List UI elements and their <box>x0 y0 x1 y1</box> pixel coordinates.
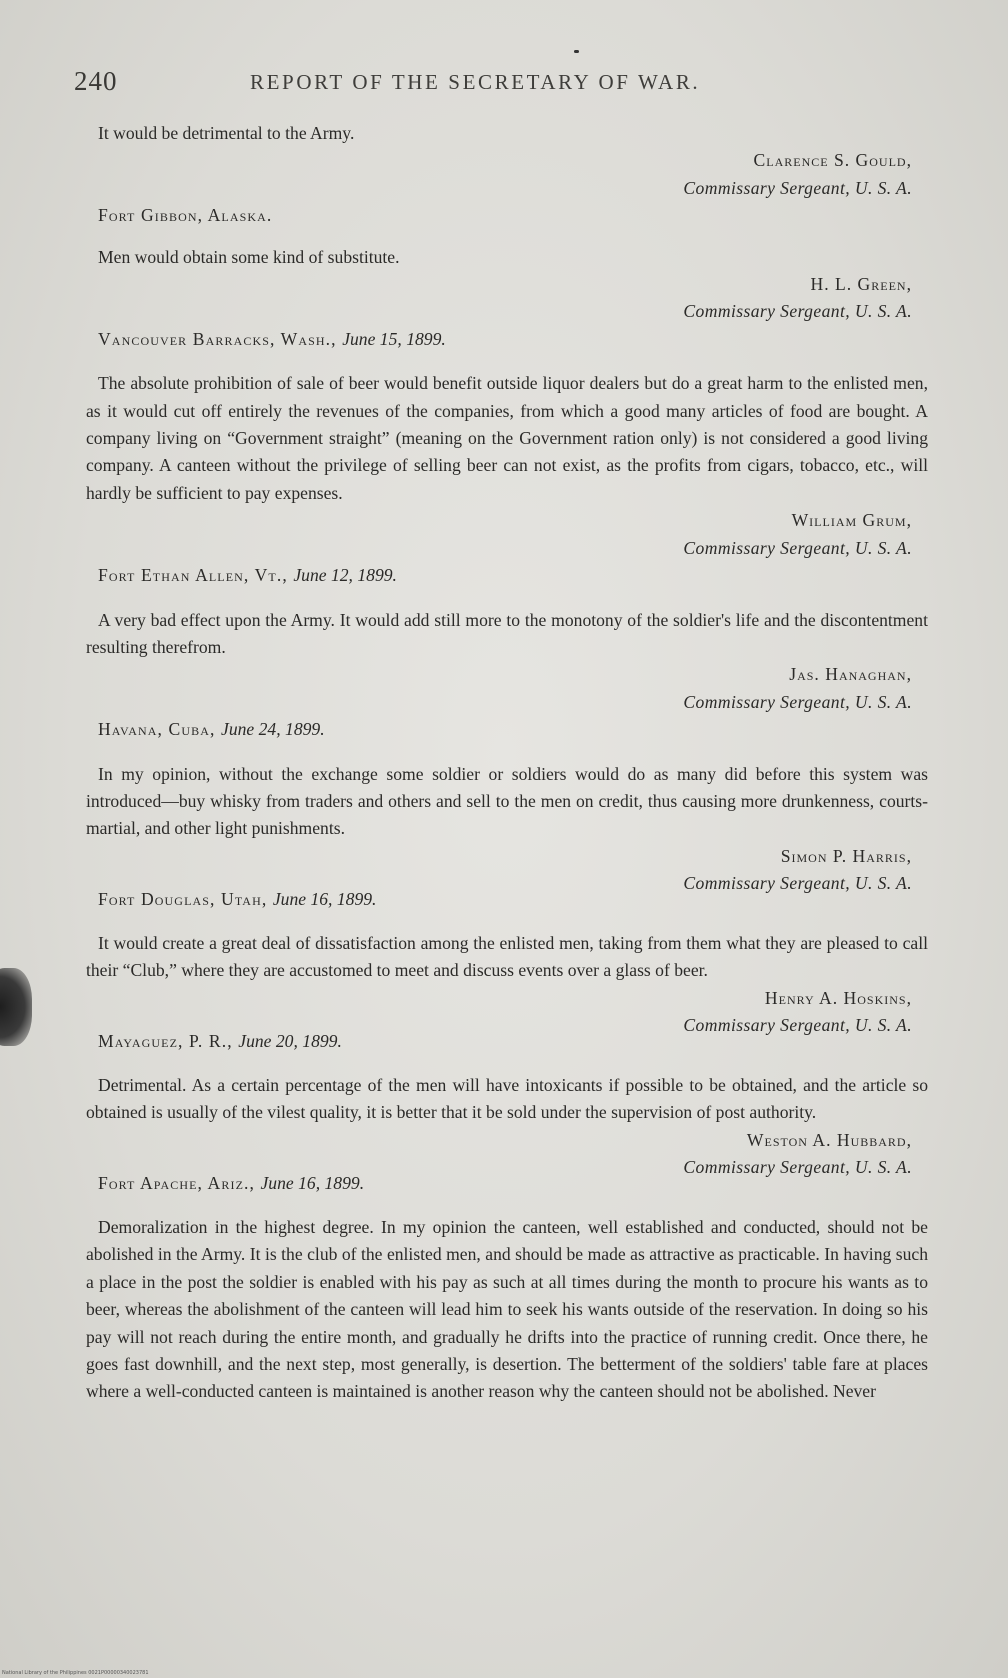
date: June 16, 1899. <box>272 888 377 909</box>
signer-title: Commissary Sergeant, U. S. A. <box>683 177 912 198</box>
station: Fort Ethan Allen, Vt., <box>98 565 288 586</box>
response-entry <box>86 370 928 589</box>
page-number: 240 <box>74 66 118 96</box>
response-entry <box>86 930 928 1055</box>
date: June 20, 1899. <box>238 1030 342 1051</box>
station-line <box>98 562 928 589</box>
station: Fort Gibbon, Alaska. <box>98 205 273 226</box>
signer-name: Henry A. Hoskins, <box>764 987 912 1008</box>
running-title: REPORT OF THE SECRETARY OF WAR. <box>250 70 701 94</box>
station: Vancouver Barracks, Wash., <box>98 328 337 349</box>
page-body <box>86 120 928 1406</box>
signature <box>86 147 928 202</box>
signer-title: Commissary Sergeant, U. S. A. <box>683 1015 912 1036</box>
response-text: A very bad effect upon the Army. It would add still more to the monotony of the soldier's life and the discontentment resulting therefrom. <box>86 609 928 657</box>
signature <box>86 271 928 326</box>
signer-name: Jas. Hanaghan, <box>789 664 912 685</box>
signer-name: H. L. Green, <box>810 274 912 295</box>
station: Fort Apache, Ariz., <box>98 1172 255 1193</box>
signer-name: Weston A. Hubbard, <box>746 1129 912 1150</box>
date: June 16, 1899. <box>260 1172 365 1193</box>
ink-speck <box>574 50 579 53</box>
final-paragraph: Demoralization in the highest degree. In my opinion the canteen, well established and conducted, should not be abolished in the Army. It is the club of the enlisted men, and should be made as attractive as practicable. In having such a place in the post the soldier is enabled with his pay as such at all times during the month to procure his wants as to beer, whereas the abolishment of the canteen will lead him to seek his wants outside of the reservation. In doing so his pay will not reach during the entire month, and gradually he drifts into the practice of running credit. Once there, he goes fast downhill, and the next step, most generally, is desertion. The betterment of the soldiers' table fare at places where a well-conducted canteen is maintained is another reason why the canteen should not be abolished. Never <box>86 1217 928 1402</box>
station: Fort Douglas, Utah, <box>98 888 268 909</box>
signer-name: Simon P. Harris, <box>780 845 912 866</box>
signer-title: Commissary Sergeant, U. S. A. <box>683 873 912 894</box>
date: June 12, 1899. <box>293 565 397 586</box>
response-text: It would be detrimental to the Army. <box>98 123 355 143</box>
response-text: It would create a great deal of dissatisfaction among the enlisted men, taking from them what they are pleased to call their “Club,” where they are accustomed to meet and discuss events over a glass of beer. <box>86 932 928 981</box>
date: June 15, 1899. <box>342 328 446 349</box>
signer-name: William Grum, <box>791 510 912 531</box>
scan-footer: National Library of the Philippines 0021P00000340023781 <box>2 1670 149 1676</box>
signature <box>86 507 928 562</box>
response-text: The absolute prohibition of sale of beer would benefit outside liquor dealers but do a great harm to the enlisted men, as it would cut off entirely the revenues of the companies, from which a good many articles of food are bought. A company living on “Government straight” (meaning on the Government ration only) is not considered a good living company. A canteen without the privilege of selling beer can not exist, as the profits from cigars, tobacco, etc., will hardly be sufficient to pay expenses. <box>86 373 928 503</box>
signer-title: Commissary Sergeant, U. S. A. <box>683 537 912 558</box>
signer-title: Commissary Sergeant, U. S. A. <box>683 691 912 712</box>
date: June 24, 1899. <box>221 719 325 740</box>
page-header <box>74 66 934 102</box>
response-text: Detrimental. As a certain percentage of the men will have intoxicants if possible to be obtained, and the article so obtained is usually of the vilest quality, it is better that it be sold under the supervision of post authority. <box>86 1075 928 1123</box>
response-text: In my opinion, without the exchange some soldier or soldiers would do as many did before this system was introduced—buy whisky from traders and others and sell to the men on credit, thus causing more drunkenness, courts-martial, and other light punishments. <box>86 763 928 839</box>
signer-title: Commissary Sergeant, U. S. A. <box>683 1157 912 1178</box>
response-entry <box>86 607 928 744</box>
signature <box>86 661 928 716</box>
signer-name: Clarence S. Gould, <box>753 150 912 171</box>
response-entry <box>86 761 928 913</box>
signer-title: Commissary Sergeant, U. S. A. <box>683 301 912 322</box>
station-line <box>98 202 928 229</box>
response-entry <box>86 120 928 230</box>
station-line <box>98 716 928 743</box>
response-entry <box>86 1072 928 1197</box>
thumb-shadow <box>0 968 32 1046</box>
response-entry <box>86 244 928 354</box>
response-text: Men would obtain some kind of substitute. <box>98 246 400 267</box>
station: Mayaguez, P. R., <box>98 1030 233 1051</box>
station-line <box>98 326 928 353</box>
station: Havana, Cuba, <box>98 719 216 740</box>
